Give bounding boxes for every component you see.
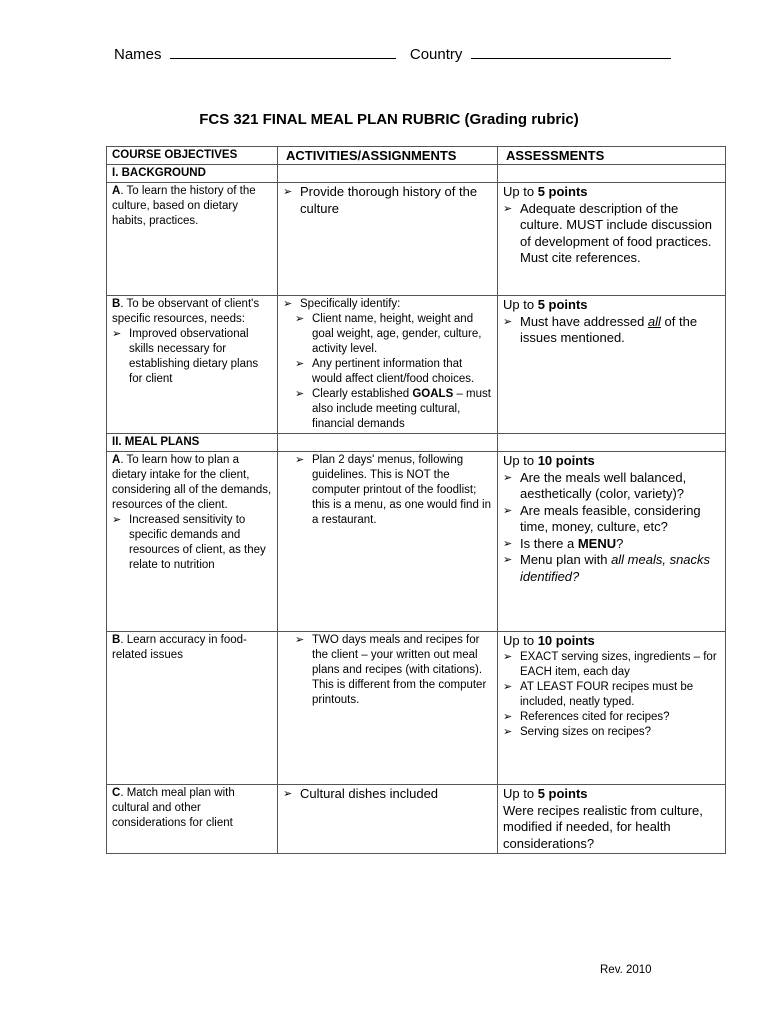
activity-cell: ➢ TWO days meals and recipes for the client – your written out meal plans and recipes (with citations). This is different from the computer printouts. [278, 632, 498, 785]
assessment-cell: Up to 10 points ➢ Are the meals well balanced, aesthetically (color, variety)? ➢ Are meals feasible, considering time, money, culture, etc? ➢ Is there a MENU? ➢ Menu plan with all meals, snacks identified? [498, 452, 726, 632]
points-value: 5 points [537, 786, 588, 801]
section-row-background [107, 165, 726, 183]
country-label: Country [409, 46, 463, 63]
names-label: Names [114, 46, 162, 63]
country-blank[interactable] [471, 46, 671, 59]
table-row [107, 452, 726, 632]
page-title: FCS 321 FINAL MEAL PLAN RUBRIC (Grading rubric) [199, 111, 579, 128]
objective-cell: B. Learn accuracy in food-related issues [107, 632, 278, 785]
points-value: 10 points [537, 633, 595, 648]
activity-cell: ➢ Plan 2 days' menus, following guidelines. This is NOT the computer printout of the foodlist; this is a menu, as one would find in a restaurant. [278, 452, 498, 632]
assessment-cell: Up to 5 points ➢ Must have addressed all of the issues mentioned. [498, 296, 726, 434]
section-background: I. BACKGROUND [107, 165, 278, 183]
activity-cell: ➢ Specifically identify: ➢ Client name, height, weight and goal weight, age, gender, culture, activity level. ➢ Any pertinent information that would affect client/food choices. ➢ Clearly established GOALS – must also include meeting cultural, financial demands [278, 296, 498, 434]
revision-label: Rev. 2010 [600, 964, 652, 976]
rubric-table [106, 146, 726, 854]
assessment-cell: Up to 5 points ➢ Adequate description of the culture. MUST include discussion of development of food practices. Must cite references. [498, 183, 726, 296]
col-objectives: COURSE OBJECTIVES [107, 147, 278, 165]
col-assessments: ASSESSMENTS [498, 147, 726, 165]
objective-cell: A. To learn the history of the culture, based on dietary habits, practices. [107, 183, 278, 296]
col-activities: ACTIVITIES/ASSIGNMENTS [278, 147, 498, 165]
assessment-cell: Up to 5 points Were recipes realistic from culture, modified if needed, for health considerations? [498, 785, 726, 854]
assessment-cell: Up to 10 points ➢ EXACT serving sizes, ingredients – for EACH item, each day ➢ AT LEAST FOUR recipes must be included, neatly typed. ➢ References cited for recipes? ➢ Serving sizes on recipes? [498, 632, 726, 785]
table-row [107, 785, 726, 854]
activity-cell: ➢ Provide thorough history of the culture [278, 183, 498, 296]
table-row [107, 296, 726, 434]
names-country-line [114, 46, 671, 63]
objective-cell: B. To be observant of client's specific resources, needs: ➢ Improved observational skills necessary for establishing dietary plans for client [107, 296, 278, 434]
table-row [107, 183, 726, 296]
names-blank[interactable] [170, 46, 396, 59]
points-value: 10 points [537, 453, 595, 468]
activity-cell: ➢ Cultural dishes included [278, 785, 498, 854]
section-meal-plans: II. MEAL PLANS [107, 434, 278, 452]
objective-cell: C. Match meal plan with cultural and other considerations for client [107, 785, 278, 854]
objective-cell: A. To learn how to plan a dietary intake for the client, considering all of the demands, resources of the client. ➢ Increased sensitivity to specific demands and resources of client, as they relate to nutrition [107, 452, 278, 632]
points-value: 5 points [537, 184, 588, 199]
section-row-meal-plans [107, 434, 726, 452]
points-value: 5 points [537, 297, 588, 312]
table-row [107, 632, 726, 785]
header-row [107, 147, 726, 165]
